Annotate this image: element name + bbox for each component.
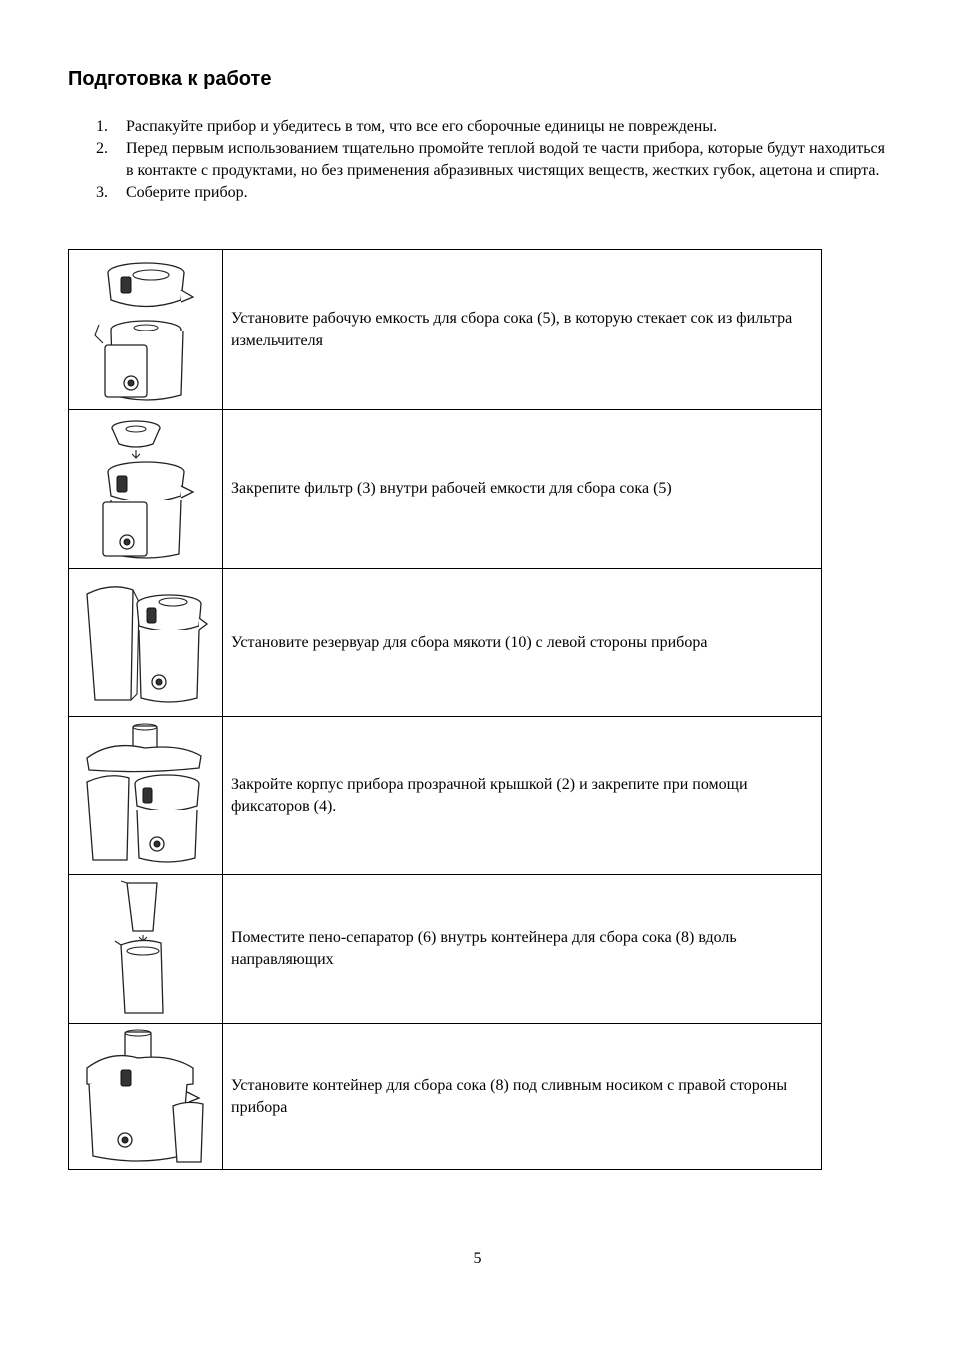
row-image-cell	[69, 250, 223, 410]
page-number: 5	[473, 1250, 482, 1267]
table-row	[69, 717, 822, 875]
juice-jug-under-spout-illustration	[81, 1028, 211, 1166]
foam-separator-jug-illustration	[91, 879, 201, 1019]
step-number: 3.	[96, 184, 108, 201]
pulp-container-left-illustration	[81, 574, 211, 712]
row-image-cell	[69, 410, 223, 569]
row-text-cell: Закройте корпус прибора прозрачной крышкой (2) и закрепите при помощи фиксаторов (4).	[223, 717, 822, 875]
step-number: 1.	[96, 118, 108, 135]
step-text: Распакуйте прибор и убедитесь в том, что все его сборочные единицы не повреждены.	[126, 118, 718, 135]
table-row	[69, 875, 822, 1024]
row-text-cell: Установите контейнер для сбора сока (8) под сливным носиком с правой стороны прибора	[223, 1024, 822, 1170]
assembly-table	[68, 249, 822, 1170]
transparent-lid-illustration	[81, 722, 211, 870]
step-text: Перед первым использованием тщательно промойте теплой водой те части прибора, которые будут находиться в контакте с продуктами, но без применения абразивных чистящих веществ, жестких губок, ацетона и спирта.	[126, 140, 885, 179]
preparation-steps	[96, 116, 885, 204]
juicer-base-with-juice-bowl-illustration	[91, 255, 201, 405]
row-text-cell: Установите резервуар для сбора мякоти (10) с левой стороны прибора	[223, 569, 822, 717]
row-image-cell	[69, 1024, 223, 1170]
step-number: 2.	[96, 140, 108, 157]
filter-into-bowl-illustration	[91, 414, 201, 564]
step-item	[96, 116, 885, 138]
row-text-cell: Закрепите фильтр (3) внутри рабочей емкости для сбора сока (5)	[223, 410, 822, 569]
step-item	[96, 182, 885, 204]
table-row	[69, 250, 822, 410]
row-text-cell: Поместите пено-сепаратор (6) внутрь контейнера для сбора сока (8) вдоль направляющих	[223, 875, 822, 1024]
step-text: Соберите прибор.	[126, 184, 248, 201]
step-item	[96, 138, 885, 182]
row-image-cell	[69, 569, 223, 717]
table-row	[69, 569, 822, 717]
section-heading: Подготовка к работе	[68, 68, 272, 90]
row-image-cell	[69, 717, 223, 875]
table-row	[69, 1024, 822, 1170]
row-text-cell: Установите рабочую емкость для сбора сока (5), в которую стекает сок из фильтра измельчителя	[223, 250, 822, 410]
table-row	[69, 410, 822, 569]
row-image-cell	[69, 875, 223, 1024]
